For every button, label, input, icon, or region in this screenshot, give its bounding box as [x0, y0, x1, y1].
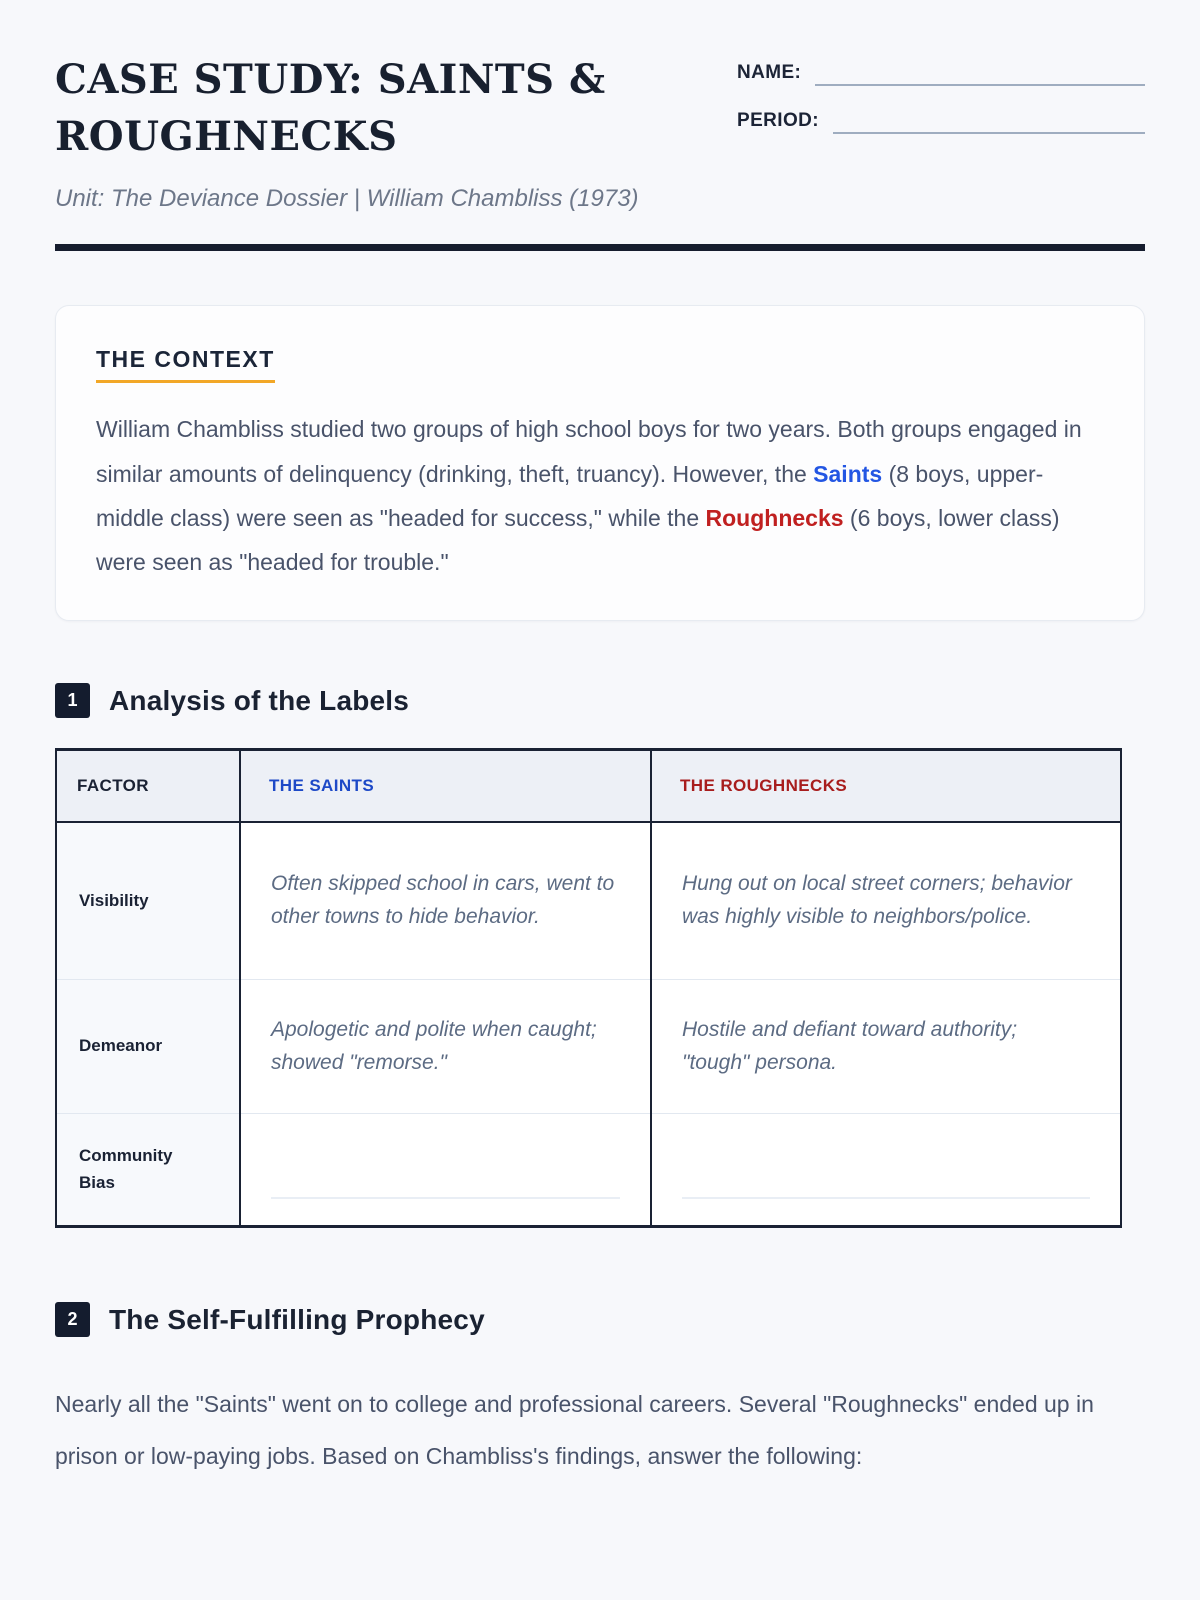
demeanor-roughnecks-cell: Hostile and defiant toward authority; "tough" persona. — [651, 980, 1121, 1114]
labels-comparison-table — [55, 748, 1122, 1228]
column-header-saints: THE SAINTS — [240, 750, 651, 822]
section-2-title: The Self-Fulfilling Prophecy — [109, 1303, 485, 1335]
name-field-row — [737, 60, 1145, 86]
answer-blank-line — [682, 1197, 1090, 1199]
context-card — [55, 305, 1145, 621]
demeanor-saints-cell: Apologetic and polite when caught; showed "remorse." — [240, 980, 651, 1114]
factor-label-community-bias: Community Bias — [56, 1114, 240, 1227]
section-1-number-badge: 1 — [55, 683, 90, 718]
context-heading-text: THE CONTEXT — [96, 346, 275, 383]
page-subtitle: Unit: The Deviance Dossier | William Chambliss (1973) — [55, 184, 639, 212]
community-bias-roughnecks-cell[interactable] — [651, 1114, 1121, 1227]
student-info-block — [737, 52, 1145, 156]
section-2-heading — [55, 1302, 1145, 1337]
context-heading — [96, 346, 1104, 383]
section-2-number-badge: 2 — [55, 1302, 90, 1337]
title-block — [55, 52, 715, 222]
document-header — [55, 52, 1145, 222]
section-2-paragraph: Nearly all the "Saints" went on to college and professional careers. Several "Roughnecks" ended up in prison or low-paying jobs. Based on Chambliss's findings, answer the following: — [55, 1391, 1094, 1469]
period-blank-line[interactable] — [833, 108, 1145, 134]
roughnecks-keyword: Roughnecks — [705, 504, 844, 531]
page-title: CASE STUDY: SAINTS & ROUGHNECKS — [55, 56, 606, 160]
visibility-saints-cell: Often skipped school in cars, went to other towns to hide behavior. — [240, 822, 651, 980]
context-paragraph — [96, 407, 1104, 584]
table-row-visibility — [56, 822, 1121, 980]
context-text-part-3: (6 boys, lower class) were seen as "headed for trouble." — [96, 504, 1060, 575]
name-label: NAME: — [737, 62, 802, 83]
table-header-row — [56, 750, 1121, 822]
table-row-demeanor — [56, 980, 1121, 1114]
period-field-row — [737, 108, 1145, 134]
name-blank-line[interactable] — [815, 60, 1145, 86]
period-label: PERIOD: — [737, 110, 819, 131]
community-bias-saints-cell[interactable] — [240, 1114, 651, 1227]
saints-keyword: Saints — [813, 460, 883, 487]
factor-label-visibility: Visibility — [56, 822, 240, 980]
factor-label-demeanor: Demeanor — [56, 980, 240, 1114]
column-header-factor: FACTOR — [56, 750, 240, 822]
header-divider — [55, 244, 1145, 251]
column-header-roughnecks: THE ROUGHNECKS — [651, 750, 1121, 822]
answer-blank-line — [271, 1197, 620, 1199]
table-row-community-bias — [56, 1114, 1121, 1227]
section-1-title: Analysis of the Labels — [109, 684, 410, 716]
section-1-heading — [55, 683, 1145, 718]
context-text-part-2: (8 boys, upper-middle class) were seen as "headed for success," while the — [96, 460, 1044, 531]
visibility-roughnecks-cell: Hung out on local street corners; behavior was highly visible to neighbors/police. — [651, 822, 1121, 980]
context-text-part-1: William Chambliss studied two groups of high school boys for two years. Both groups engaged in similar amounts of delinquency (drinking, theft, truancy). However, the — [96, 416, 1082, 487]
